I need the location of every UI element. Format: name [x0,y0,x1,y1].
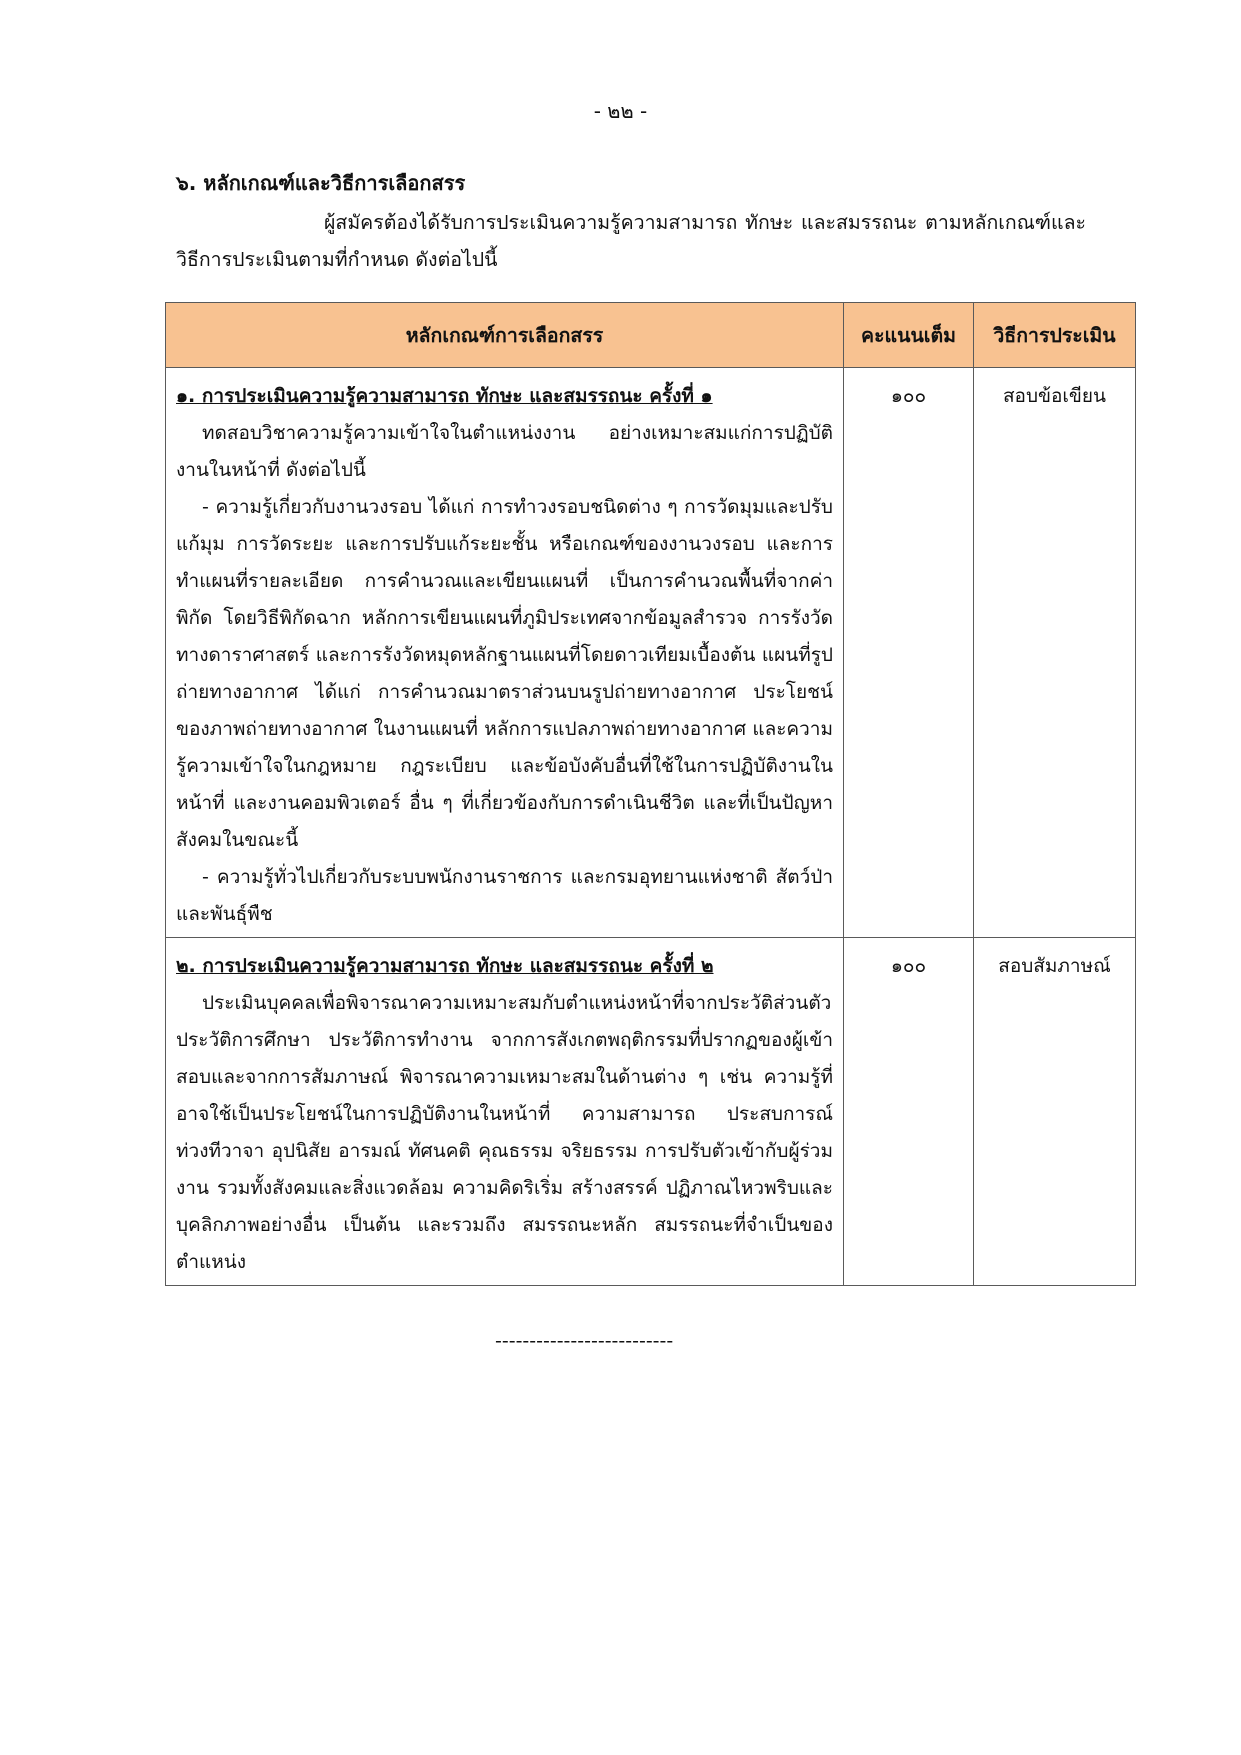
method-cell: สอบข้อเขียน [974,368,1136,938]
item-paragraph: ประเมินบุคคลเพื่อพิจารณาความเหมาะสมกับตำแหน่งหน้าที่จากประวัติส่วนตัว ประวัติการศึกษา ประวัติการทำงาน จากการสังเกตพฤติกรรมที่ปรากฏของผู้เข้าสอบและจากการสัมภาษณ์ พิจารณาความเหมาะสมในด้านต่าง ๆ เช่น ความรู้ที่อาจใช้เป็นประโยชน์ในการปฏิบัติงานในหน้าที่ ความสามารถ ประสบการณ์ ท่วงทีวาจา อุปนิสัย อารมณ์ ทัศนคติ คุณธรรม จริยธรรม การปรับตัวเข้ากับผู้ร่วมงาน รวมทั้งสังคมและสิ่งแวดล้อม ความคิดริเริ่ม สร้างสรรค์ ปฏิภาณไหวพริบและบุคลิกภาพอย่างอื่น เป็นต้น และรวมถึง สมรรถนะหลัก สมรรถนะที่จำเป็นของตำแหน่ง [176,992,833,1273]
item-paragraph: ทดสอบวิชาความรู้ความเข้าใจในตำแหน่งงาน อย่างเหมาะสมแก่การปฏิบัติงานในหน้าที่ ดังต่อไปนี้ [176,422,833,481]
header-criteria: หลักเกณฑ์การเลือกสรร [166,303,844,368]
score-cell: ๑๐๐ [844,368,974,938]
intro-paragraph: ผู้สมัครต้องได้รับการประเมินความรู้ความสามารถ ทักษะ และสมรรถนะ ตามหลักเกณฑ์และวิธีการประเมินตามที่กำหนด ดังต่อไปนี้ [176,211,1086,271]
item-title: ๒. การประเมินความรู้ความสามารถ ทักษะ และสมรรถนะ ครั้งที่ ๒ [176,955,714,977]
table-row [166,938,1136,1286]
header-score: คะแนนเต็ม [844,303,974,368]
score-cell: ๑๐๐ [844,938,974,1286]
table-row [166,368,1136,938]
end-divider: -------------------------- [495,1330,674,1352]
item-bullet: - ความรู้เกี่ยวกับงานวงรอบ ได้แก่ การทำวงรอบชนิดต่าง ๆ การวัดมุมและปรับแก้มุม การวัดระยะ และการปรับแก้ระยะชั้น หรือเกณฑ์ของงานวงรอบ และการทำแผนที่รายละเอียด การคำนวณและเขียนแผนที่ เป็นการคำนวณพื้นที่จากค่าพิกัด โดยวิธีพิกัดฉาก หลักการเขียนแผนที่ภูมิประเทศจากข้อมูลสำรวจ การรังวัดทางดาราศาสตร์ และการรังวัดหมุดหลักฐานแผนที่โดยดาวเทียมเบื้องต้น แผนที่รูปถ่ายทางอากาศ ได้แก่ การคำนวณมาตราส่วนบนรูปถ่ายทางอากาศ ประโยชน์ของภาพถ่ายทางอากาศ ในงานแผนที่ หลักการแปลภาพถ่ายทางอากาศ และความรู้ความเข้าใจในกฎหมาย กฎระเบียบ และข้อบังคับอื่นที่ใช้ในการปฏิบัติงานในหน้าที่ และงานคอมพิวเตอร์ อื่น ๆ ที่เกี่ยวข้องกับการดำเนินชีวิต และที่เป็นปัญหาสังคมในขณะนี้ [176,496,833,851]
section-heading: ๖. หลักเกณฑ์และวิธีการเลือกสรร [176,171,466,195]
method-cell: สอบสัมภาษณ์ [974,938,1136,1286]
criteria-cell [166,368,844,938]
table-header-row [166,303,1136,368]
criteria-cell [166,938,844,1286]
page-number: - ๒๒ - [593,99,648,123]
item-bullet: - ความรู้ทั่วไปเกี่ยวกับระบบพนักงานราชการ และกรมอุทยานแห่งชาติ สัตว์ป่า และพันธุ์พืช [176,866,833,925]
selection-criteria-table [165,302,1136,1286]
item-title: ๑. การประเมินความรู้ความสามารถ ทักษะ และสมรรถนะ ครั้งที่ ๑ [176,385,713,407]
header-method: วิธีการประเมิน [974,303,1136,368]
